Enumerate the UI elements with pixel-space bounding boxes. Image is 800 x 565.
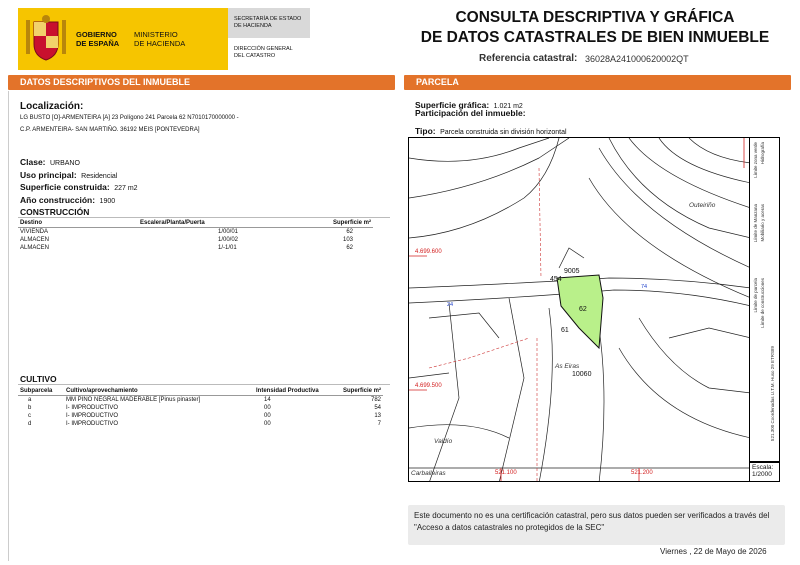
coat-of-arms-icon (24, 14, 68, 62)
construccion-table (18, 219, 373, 252)
table-row: c I- IMPRODUCTIVO 00 13 (28, 413, 381, 419)
legend-item: Mobiliario y aceras (760, 204, 765, 242)
document-date: Viernes , 22 de Mayo de 2026 (660, 547, 767, 556)
label-74: 74 (641, 284, 648, 290)
place-aseiras: As Eiras (555, 363, 580, 370)
ministry-label: MINISTERIO DE HACIENDA (134, 30, 186, 48)
superficie-row: Superficie construida: 227 m2 (20, 182, 138, 192)
clase-row: Clase: URBANO (20, 157, 80, 167)
table-row: ALMACEN 1/00/02 103 (20, 237, 353, 243)
scale-value: 1/2000 (752, 471, 772, 478)
disclaimer-note: Este documento no es una certificación catastral, pero sus datos pueden ser verificados a través del "Acceso a datos catastrales no protegidos de la SEC" (408, 505, 785, 545)
cadastral-map[interactable] (408, 137, 750, 482)
table-row: VIVIENDA 1/00/01 62 (20, 229, 353, 235)
cultivo-table (18, 387, 383, 428)
table-header: Destino (18, 219, 138, 228)
table-row: d I- IMPRODUCTIVO 00 7 (28, 421, 381, 427)
table-header: Escalera/Planta/Puerta (138, 219, 288, 228)
table-header: Cultivo/aprovechamiento (64, 387, 254, 396)
place-outeirino: Outeiriño (689, 202, 716, 209)
map-legend (750, 137, 780, 462)
table-header: Superficie m² (334, 387, 383, 396)
legend-coords: 521.300 Coordenadas U.T.M. Huso 29 ETRS89 (770, 346, 775, 442)
direccion-label: DIRECCIÓN GENERAL DEL CATASTRO (234, 46, 293, 59)
localizacion-label: Localización: (20, 101, 84, 112)
table-row: b I- IMPRODUCTIVO 00 54 (28, 405, 381, 411)
participacion-label: Participación del inmueble: (415, 108, 526, 118)
anio-row: Año construcción: 1900 (20, 195, 116, 205)
table-header: Superficie m² (288, 219, 373, 228)
legend-item: Límite de construcciones (760, 278, 765, 328)
legend-item: Límite zona verde (753, 142, 758, 178)
scale-label: Escala: (752, 464, 774, 471)
parcel-62-label: 62 (579, 306, 587, 313)
scale-box (750, 462, 780, 482)
divider (18, 217, 390, 218)
table-header: Intensidad Productiva (254, 387, 334, 396)
parcel-61-label: 61 (561, 327, 569, 334)
cultivo-title: CULTIVO (20, 374, 57, 384)
section-title-parcela: PARCELA (404, 75, 791, 90)
legend-item: Límite de Manzana (753, 204, 758, 243)
uso-row: Uso principal: Residencial (20, 170, 118, 180)
table-header: Subparcela (18, 387, 64, 396)
secretaria-label: SECRETARÍA DE ESTADO DE HACIENDA (234, 16, 302, 29)
section-title-descriptivos: DATOS DESCRIPTIVOS DEL INMUEBLE (8, 75, 395, 90)
ref-value: 36028A241000620002QT (585, 54, 689, 64)
coord-x1: 521.100 (495, 470, 517, 476)
place-carballeiras: Carballeiras (411, 470, 446, 477)
government-label: GOBIERNO DE ESPAÑA (76, 30, 120, 48)
parcel-9005-label: 9005 (564, 268, 580, 275)
localizacion-line1: LG BUSTO [O]-ARMENTEIRA [A] 23 Polígono 241 Parcela 62 N7010170000000 - (20, 115, 239, 121)
sup-grafica-row: Superficie gráfica: 1.021 m2 (415, 100, 523, 110)
place-valdio: Valdío (434, 438, 453, 445)
parcel-10060-label: 10060 (572, 371, 592, 378)
localizacion-line2: C.P. ARMENTEIRA- SAN MARTIÑO. 36192 MEIS [PONTEVEDRA] (20, 127, 200, 133)
table-row: ALMACEN 1/-1/01 62 (20, 245, 353, 251)
legend-item: Hidrografía (760, 142, 765, 165)
parcel-454-label: 454 (550, 276, 562, 283)
label-24: 24 (447, 302, 454, 308)
legend-item: Límite de parcela (753, 278, 758, 313)
construccion-title: CONSTRUCCIÓN (20, 207, 90, 217)
coord-y1: 4.699.600 (415, 249, 442, 255)
ref-label: Referencia catastral: (479, 53, 578, 64)
divider (18, 384, 390, 385)
coord-y2: 4.699.500 (415, 383, 442, 389)
tipo-row: Tipo: Parcela construida sin división horizontal (415, 126, 567, 136)
document-title: CONSULTA DESCRIPTIVA Y GRÁFICA DE DATOS CATASTRALES DE BIEN INMUEBLE (420, 9, 770, 46)
coord-x2: 521.200 (631, 470, 653, 476)
table-row: a MM PINO NEGRAL MADERABLE [Pinus pinaster] 14 782 (28, 397, 381, 403)
